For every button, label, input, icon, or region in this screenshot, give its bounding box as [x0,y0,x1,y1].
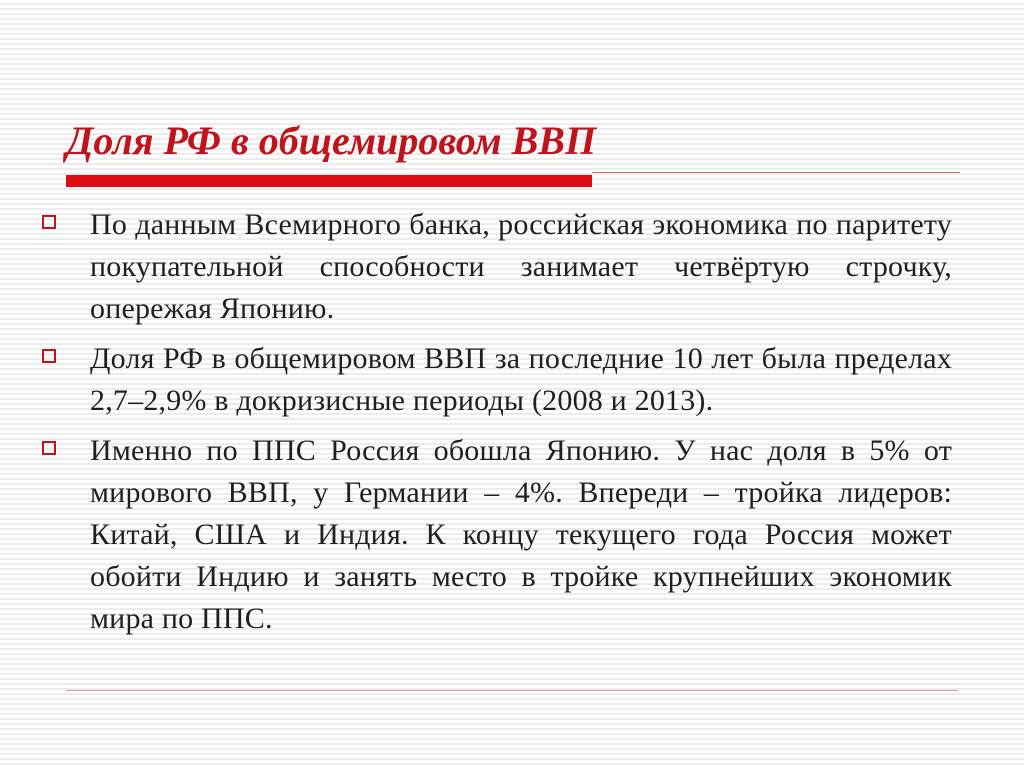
bullet-text: Именно по ППС Россия обошла Японию. У нас доля в 5% от мирового ВВП, у Германии – 4%. Впереди – тройка лидеров: Китай, США и Индия. К концу текущего года Россия может обойти Индию и занять место в тройке крупнейших экономик мира по ППС. [90,434,952,635]
bullet-text: По данным Всемирного банка, российская экономика по паритету покупательной способности занимает четвёртую строчку, опережая Японию. [90,208,952,325]
title-accent-bar [66,175,592,187]
footer-divider-line [66,690,958,691]
title-divider-line [592,172,960,173]
bullet-item [40,338,952,422]
bullet-item [40,430,952,640]
bullet-item [40,204,952,330]
hollow-square-icon [42,349,56,363]
bullet-text: Доля РФ в общемировом ВВП за последние 10 лет была пределах 2,7–2,9% в докризисные периоды (2008 и 2013). [90,342,952,417]
bullet-list [40,204,952,648]
hollow-square-icon [42,215,56,229]
slide-title: Доля РФ в общемировом ВВП [66,118,597,163]
hollow-square-icon [42,441,56,455]
